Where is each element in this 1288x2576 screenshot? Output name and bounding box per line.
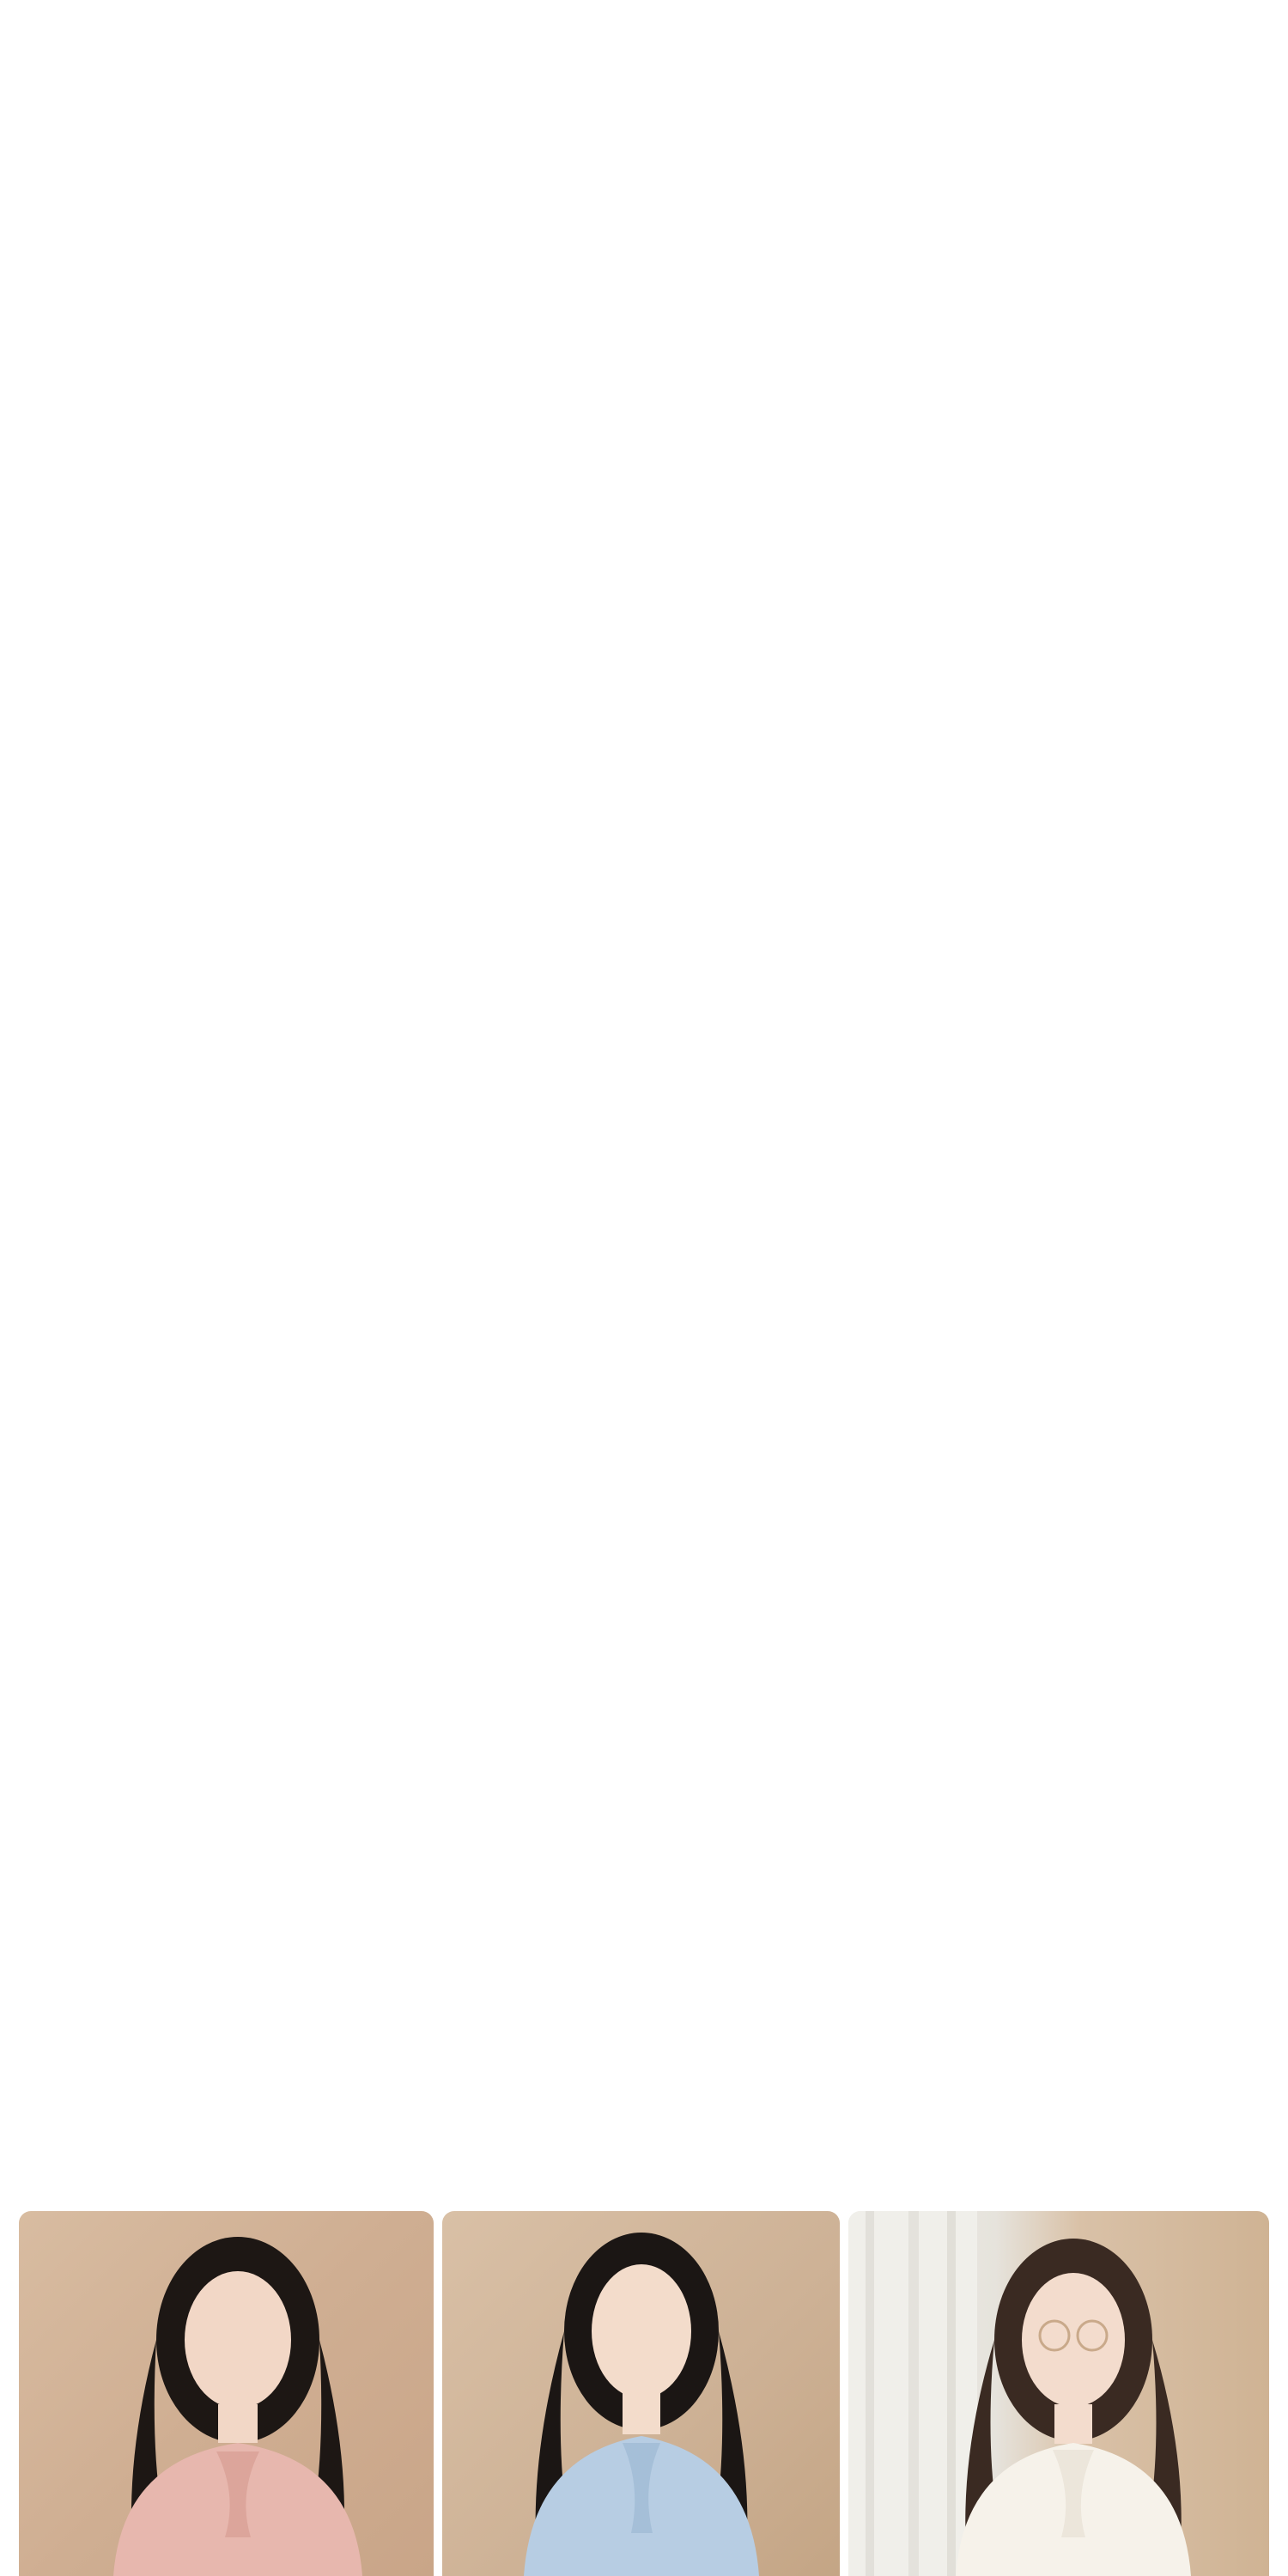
model-photo-blue-illustration (442, 2211, 840, 2576)
model-photo-white-illustration (848, 2211, 1269, 2576)
model-photo-strip (19, 2211, 1269, 2576)
model-photo-pink-blouse[interactable] (19, 2211, 434, 2576)
model-photo-pink-illustration (19, 2211, 434, 2576)
model-photo-blue-blouse[interactable] (442, 2211, 840, 2576)
model-photo-white-blouse[interactable] (848, 2211, 1269, 2576)
